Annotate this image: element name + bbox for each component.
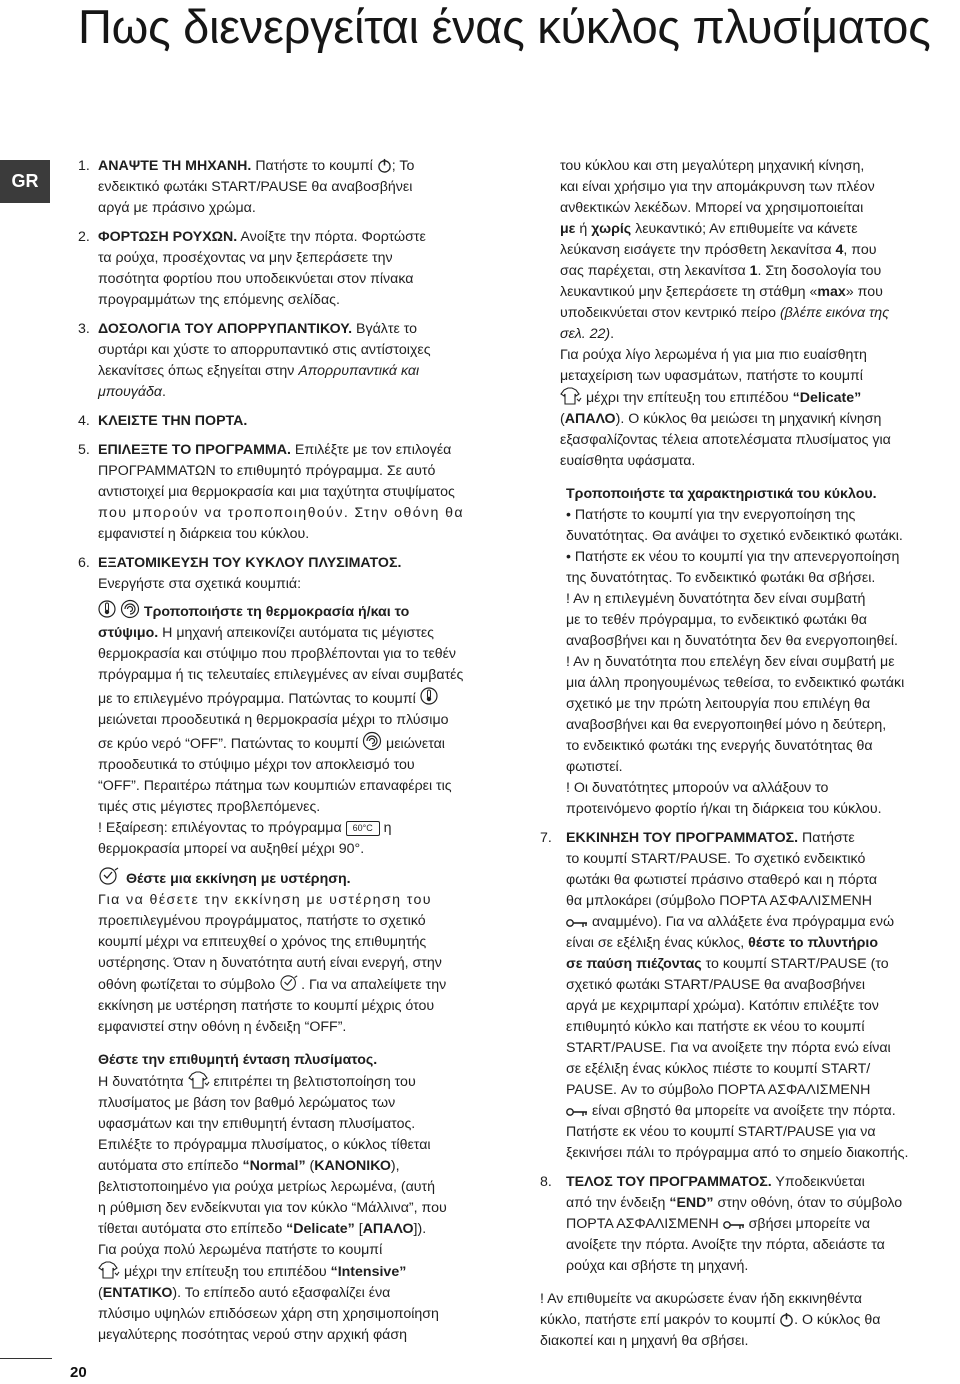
- footer-rule: [0, 1358, 52, 1359]
- thermometer-icon: [420, 686, 438, 706]
- thermometer-icon: [98, 599, 116, 619]
- key-lock-icon: [566, 917, 588, 929]
- delay-timer-icon: [98, 866, 122, 886]
- delay-start-heading: Θέστε μια εκκίνηση με υστέρηση.: [78, 866, 498, 890]
- language-tab: GR: [0, 160, 50, 203]
- spin-icon: [362, 731, 382, 751]
- step-1: 1. ΑΝΑΨΤΕ ΤΗ ΜΗΧΑΝΗ. Πατήστε το κουμπί ; Το: [78, 158, 415, 174]
- key-lock-icon: [566, 1106, 588, 1118]
- cancel-note: ! Αν επιθυμείτε να ακυρώσετε έναν ήδη εκκινηθέντα: [540, 1291, 863, 1307]
- step-3: 3. ΔΟΣΟΛΟΓΙΑ ΤΟΥ ΑΠΟΡΡΥΠΑΝΤΙΚΟΥ. Βγάλτε το: [78, 321, 418, 337]
- shirt-intensity-icon: [188, 1071, 210, 1089]
- spin-icon: [120, 599, 140, 619]
- power-icon: [377, 158, 392, 173]
- key-lock-icon: [723, 1219, 745, 1231]
- left-column: 1. ΑΝΑΨΤΕ ΤΗ ΜΗΧΑΝΗ. Πατήστε το κουμπί ; Το ενδεικτικό φωτάκι START/PAUSE θα αναβοσβήνει αργά με πράσινο χρώμα. 2. ΦΟΡΤΩΣΗ ΡΟΥΧΩΝ. Ανοίξτε την πόρτα. Φορτώστε τα ρούχα, προσέχοντας να μην ξεπεράσετε την ποσότητα φορτίου που υποδεικνύεται στον πίνακα προγραμμάτων της επόμενης σελίδας. 3. ΔΟΣΟΛΟΓΙΑ ΤΟΥ ΑΠΟΡΡΥΠΑΝΤΙΚΟΥ. Βγάλτε το συρτάρι και χύστε το απορρυπαντικό στις αντίστοιχες λεκανίτσες όπως εξηγείται στην Απορρυπαντικά και μπουγάδα. 4. ΚΛΕΙΣΤΕ ΤΗΝ ΠΟΡΤΑ. 5. ΕΠΙΛΕΞΤΕ ΤΟ ΠΡΟΓΡΑΜΜΑ. Επιλέξτε με τον επιλογέα ΠΡΟΓΡΑΜΜΑΤΩΝ το επιθυμητό πρόγραμμα. Σε αυτό αντιστοιχεί μια θερμοκρασία και μια ταχύτητα στυψίματος που μπορούν να τροποποιηθούν. Στην οθόνη θα εμφανιστεί η διάρκεια του κύκλου. 6. ΕΞΑΤΟΜΙΚΕΥΣΗ ΤΟΥ ΚΥΚΛΟΥ ΠΛΥΣΙΜΑΤΟΣ. Ενεργήστε στα σχετικά κουμπιά: Τροποποιήστε τη θερμοκρασία ή/και το στύψιμο. Η μηχανή απεικονίζει αυτόματα τις μέγιστες θερμοκρασία και στύψιμο που προβλέπονται για το τεθέν πρόγραμμα ή τις τελευταίες επιλεγμένες αν είναι συμβατές με το επιλεγμένο πρόγραμμα. Πατώντας το κουμπί μειώνεται προοδευτικά η θερμοκρασία μέχρι το πλύσιμο σε κρύο νερό “OFF”. Πατώντας το κουμπί μειώνεται προοδευτικά το στύψιμο μέχρι τον αποκλεισμό του “OFF”. Περαιτέρω πάτημα των κουμπιών επαναφέρει τις τιμές στις μέγιστες προβλεπόμενες. ! Εξαίρεση: επιλέγοντας το πρόγραμμα 60°C η θερμοκρασία μπορεί να αυξηθεί μέχρι 90°. Θέστε μια εκκίνηση με υστέρηση. Για να θέσετε την εκκίνηση με υστέρηση του προεπιλεγμένου προγράμματος, πατήστε το σχετικό κουμπί μέχρι να επιτευχθεί ο χρόνος της επιθυμητής υστέρησης. Όταν η δυνατότητα αυτή είναι ενεργή, στην οθόνη φωτίζεται το σύμβολο . Για να απαλείψετε την εκκίνηση με υστέρηση πατήστε το κουμπί μέχρις ότου εμφανιστεί στην οθόνη η ένδειξη “OFF”. Θέστε την επιθυμητή ένταση πλυσίματος. Η δυνατότητα επιτρέπει τη βελτιστοποίηση του πλυσίματος με βάση τον βαθμό λερώματος των υφασμάτων και την επιθυμητή ένταση πλυσίματος. Επιλέξτε το πρόγραμμα πλυσίματος, ο κύκλος τίθεται αυτόματα στο επίπεδο “Normal” (ΚΑΝΟΝΙΚΟ), βελτιστοποιημένο για ρούχα μετρίως λερωμένα, (αυτή η ρύθμιση δεν ενδείκνυται για τον κύκλο “Μάλλινα”, που τίθεται αυτόματα στο επίπεδο “Delicate” [ΑΠΑΛΟ]). Για ρούχα πολύ λερωμένα πατήστε το κουμπί μέχρι την επίτευξη του επιπέδου “Intensive” (ΕΝΤΑΤΙΚΟ). Το επίπεδο αυτό εξασφαλίζει ένα πλύσιμο υψηλών επιδόσεων χάρη στη χρησιμοποίηση μεγαλύτερης ποσότητας νερού στην αρχική φάση: [78, 156, 498, 1346]
- page-title: Πως διενεργείται ένας κύκλος πλυσίματος: [78, 0, 931, 53]
- step-7: 7. ΕΚΚΙΝΗΣΗ ΤΟΥ ΠΡΟΓΡΑΜΜΑΤΟΣ. Πατήστε: [540, 830, 855, 846]
- shirt-intensity-icon: [560, 387, 582, 405]
- page-number: 20: [70, 1364, 87, 1381]
- delay-timer-icon: [279, 974, 301, 992]
- step-8: 8. ΤΕΛΟΣ ΤΟΥ ΠΡΟΓΡΑΜΜΑΤΟΣ. Υποδεικνύεται: [540, 1174, 865, 1190]
- temp-spin-heading: Τροποποιήστε τη θερμοκρασία ή/και το: [78, 599, 498, 623]
- step-4: 4. ΚΛΕΙΣΤΕ ΤΗΝ ΠΟΡΤΑ.: [78, 413, 248, 429]
- step-5: 5. ΕΠΙΛΕΞΤΕ ΤΟ ΠΡΟΓΡΑΜΜΑ. Επιλέξτε με τον επιλογέα: [78, 442, 452, 458]
- intensity-heading: Θέστε την επιθυμητή ένταση πλυσίματος.: [98, 1052, 378, 1068]
- right-column: του κύκλου και στη μεγαλύτερη μηχανική κίνηση, και είναι χρήσιμο για την απομάκρυνση των πλέον ανθεκτικών λεκέδων. Μπορεί να χρησιμοποιείται με ή χωρίς λευκαντικό; Αν επιθυμείτε να κάνετε λεύκανση εισάγετε την πρόσθετη λεκανίτσα 4, που σας παρέχεται, στη λεκανίτσα 1. Στη δοσολογία του λευκαντικού μην ξεπεράσετε τη στάθμη «max» που υποδεικνύεται στον κεντρικό πείρο (βλέπε εικόνα της σελ. 22). Για ρούχα λίγο λερωμένα ή για μια πιο ευαίσθητη μεταχείριση των υφασμάτων, πατήστε το κουμπί μέχρι την επίτευξη του επιπέδου “Delicate” (ΑΠΑΛΟ). Ο κύκλος θα μειώσει τη μηχανική κίνηση εξασφαλίζοντας τέλεια αποτελέσματα πλυσίματος για ευαίσθητα υφάσματα. Τροποποιήστε τα χαρακτηριστικά του κύκλου. • Πατήστε το κουμπί για την ενεργοποίηση της δυνατότητας. Θα ανάψει το σχετικό ενδεικτικό φωτάκι. • Πατήστε εκ νέου το κουμπί για την απενεργοποίηση της δυνατότητας. Το ενδεικτικό φωτάκι θα σβήσει. ! Αν η επιλεγμένη δυνατότητα δεν είναι συμβατή με το τεθέν πρόγραμμα, το ενδεικτικό φωτάκι θα αναβοσβήνει και η δυνατότητα δεν θα ενεργοποιηθεί. ! Αν η δυνατότητα που επελέγη δεν είναι συμβατή με μια άλλη προηγουμένως τεθείσα, το ενδεικτικό φωτάκι σχετικό με την πρώτη λειτουργία που επιλέγη θα αναβοσβήνει και θα ενεργοποιηθεί μόνο η δεύτερη, το ενδεικτικό φωτάκι της ενεργής δυνατότητας θα φωτιστεί. ! Οι δυνατότητες μπορούν να αλλάξουν το προτεινόμενο φορτίο ή/και τη διάρκεια του κύκλου. 7. ΕΚΚΙΝΗΣΗ ΤΟΥ ΠΡΟΓΡΑΜΜΑΤΟΣ. Πατήστε το κουμπί START/PAUSE. Το σχετικό ενδεικτικό φωτάκι θα φωτιστεί πράσινο σταθερό και η πόρτα θα μπλοκάρει (σύμβολο ΠΟΡΤΑ ΑΣΦΑΛΙΣΜΕΝΗ αναμμένο). Για να αλλάξετε ένα πρόγραμμα ενώ είναι σε εξέλιξη ένας κύκλος, θέστε το πλυντήριο σε παύση πιέζοντας το κουμπί START/PAUSE (το σχετικό φωτάκι START/PAUSE θα αναβοσβήνει αργά με κεχριμπαρί χρώμα). Κατόπιν επιλέξτε τον επιθυμητό κύκλο και πατήστε εκ νέου το κουμπί START/PAUSE. Για να ανοίξετε την πόρτα ενώ είναι σε εξέλιξη ένας κύκλος πιέστε το κουμπί START/ PAUSE. Αν το σύμβολο ΠΟΡΤΑ ΑΣΦΑΛΙΣΜΕΝΗ είναι σβηστό θα μπορείτε να ανοίξετε την πόρτα. Πατήστε εκ νέου το κουμπί START/PAUSE για να ξεκινήσει πάλι το πρόγραμμα από το σημείο διακοπής. 8. ΤΕΛΟΣ ΤΟΥ ΠΡΟΓΡΑΜΜΑΤΟΣ. Υποδεικνύεται από την ένδειξη “END” στην οθόνη, όταν το σύμβολο ΠΟΡΤΑ ΑΣΦΑΛΙΣΜΕΝΗ σβήσει μπορείτε να ανοίξετε την πόρτα. Ανοίξτε την πόρτα, αδειάστε τα ρούχα και σβήστε τη μηχανή. ! Αν επιθυμείτε να ακυρώσετε έναν ήδη εκκινηθέντα κύκλο, πατήστε επί μακρόν το κουμπί . Ο κύκλος θα διακοπεί και η μηχανή θα σβήσει.: [540, 156, 958, 1352]
- options-heading: Τροποποιήστε τα χαρακτηριστικά του κύκλου.: [566, 486, 877, 502]
- power-icon: [779, 1312, 794, 1327]
- step-6: 6. ΕΞΑΤΟΜΙΚΕΥΣΗ ΤΟΥ ΚΥΚΛΟΥ ΠΛΥΣΙΜΑΤΟΣ.: [78, 555, 402, 571]
- shirt-intensity-icon: [98, 1261, 120, 1279]
- program-60-badge: 60°C: [346, 821, 380, 836]
- step-2: 2. ΦΟΡΤΩΣΗ ΡΟΥΧΩΝ. Ανοίξτε την πόρτα. Φορτώστε: [78, 229, 426, 245]
